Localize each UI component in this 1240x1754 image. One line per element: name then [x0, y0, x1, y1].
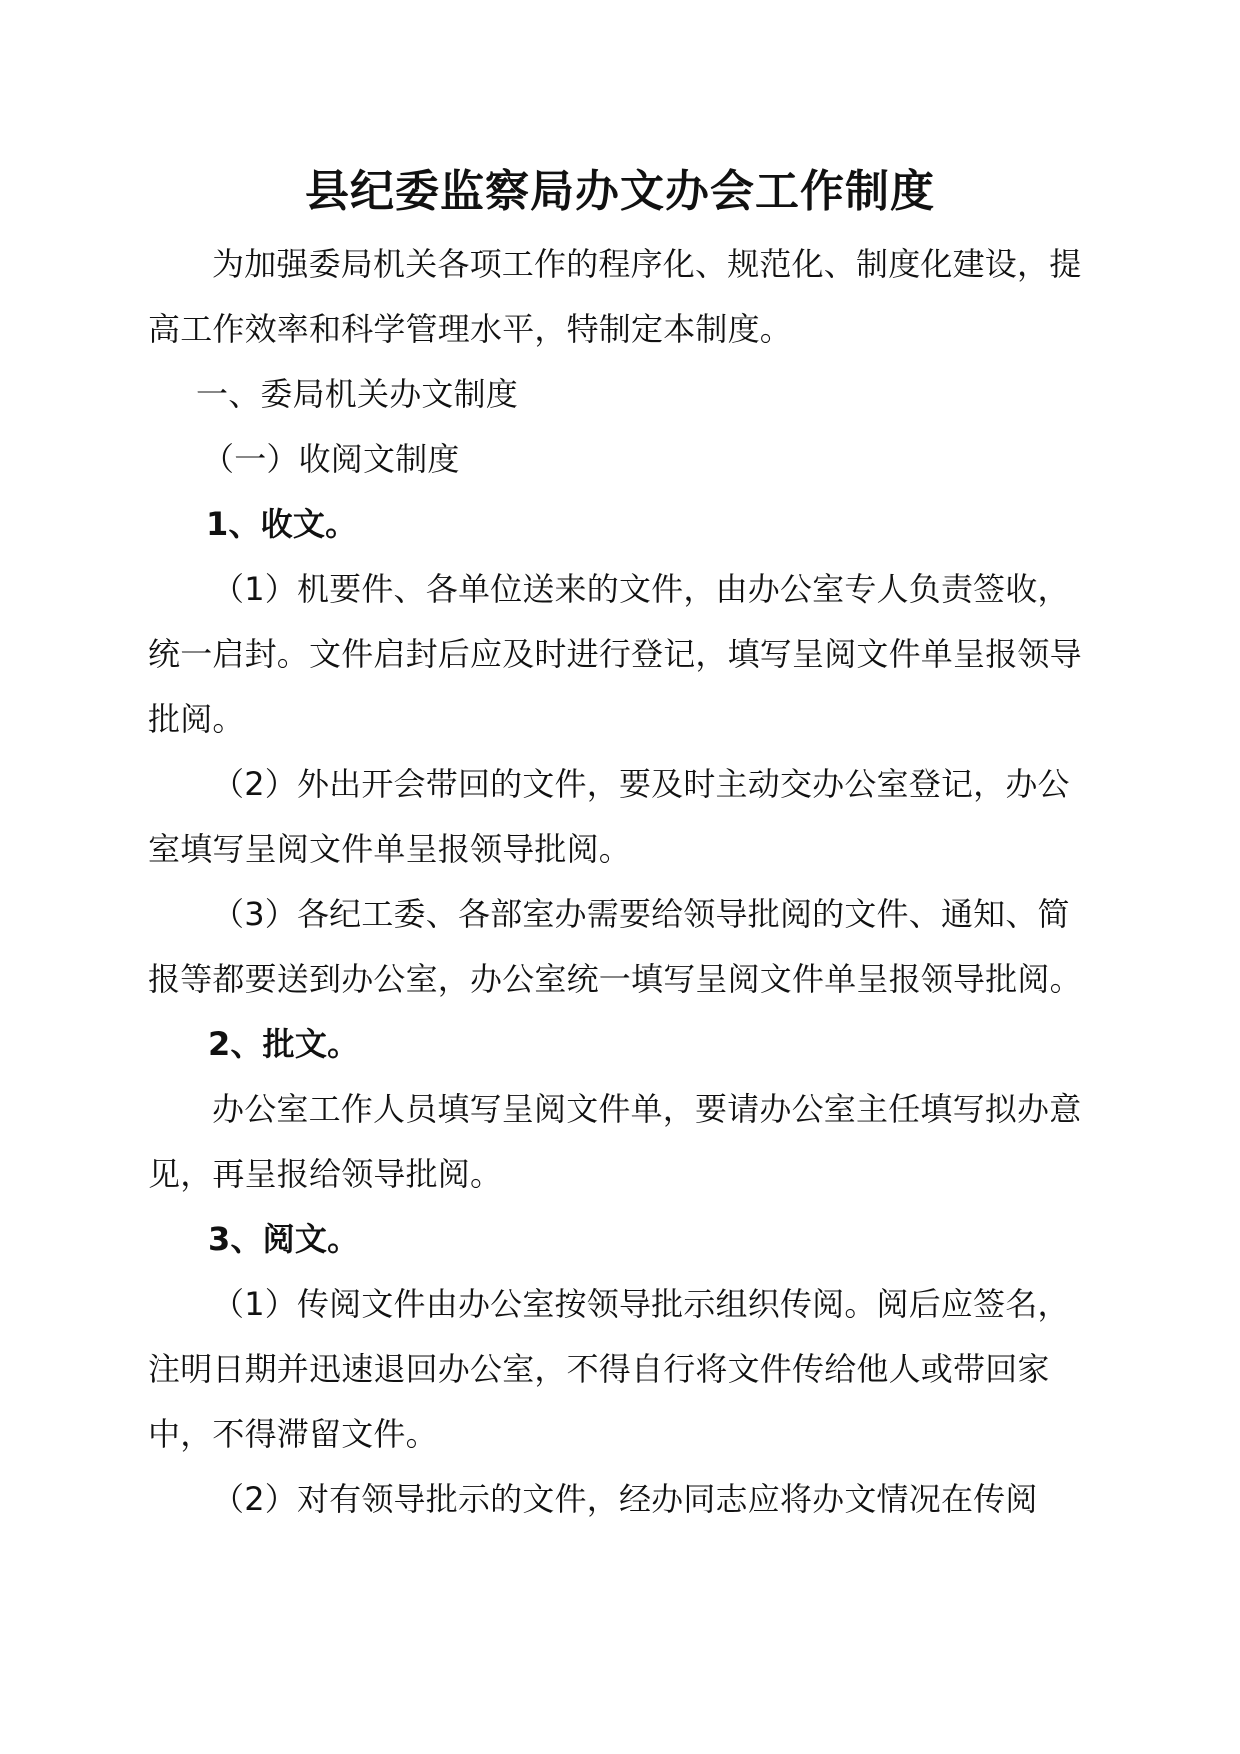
intro-paragraph: 为加强委局机关各项工作的程序化、规范化、制度化建设，提高工作效率和科学管理水平，特制定本制度。: [148, 245, 1082, 348]
item-heading-approve: 2、批文。: [208, 1025, 360, 1063]
document-title: 县纪委监察局办文办会工作制度: [305, 166, 935, 217]
paragraph: （1）机要件、各单位送来的文件，由办公室专人负责签收，统一启封。文件启封后应及时进行登记，填写呈阅文件单呈报领导批阅。: [148, 570, 1082, 738]
document-body: [148, 232, 1098, 1532]
subsection-heading: （一）收阅文制度: [202, 440, 460, 478]
item-heading-receive: 1、收文。: [206, 505, 358, 543]
paragraph: （2）外出开会带回的文件，要及时主动交办公室登记，办公室填写呈阅文件单呈报领导批阅。: [148, 765, 1070, 868]
paragraph: 办公室工作人员填写呈阅文件单，要请办公室主任填写拟办意见，再呈报给领导批阅。: [148, 1090, 1082, 1193]
paragraph: （1）传阅文件由办公室按领导批示组织传阅。阅后应签名，注明日期并迅速退回办公室，不得自行将文件传给他人或带回家中，不得滞留文件。: [148, 1285, 1070, 1453]
paragraph: （3）各纪工委、各部室办需要给领导批阅的文件、通知、简报等都要送到办公室，办公室统一填写呈阅文件单呈报领导批阅。: [148, 895, 1082, 998]
item-heading-read: 3、阅文。: [208, 1220, 360, 1258]
paragraph: （2）对有领导批示的文件，经办同志应将办文情况在传阅: [212, 1480, 1038, 1518]
section-heading: 一、委局机关办文制度: [196, 375, 519, 413]
